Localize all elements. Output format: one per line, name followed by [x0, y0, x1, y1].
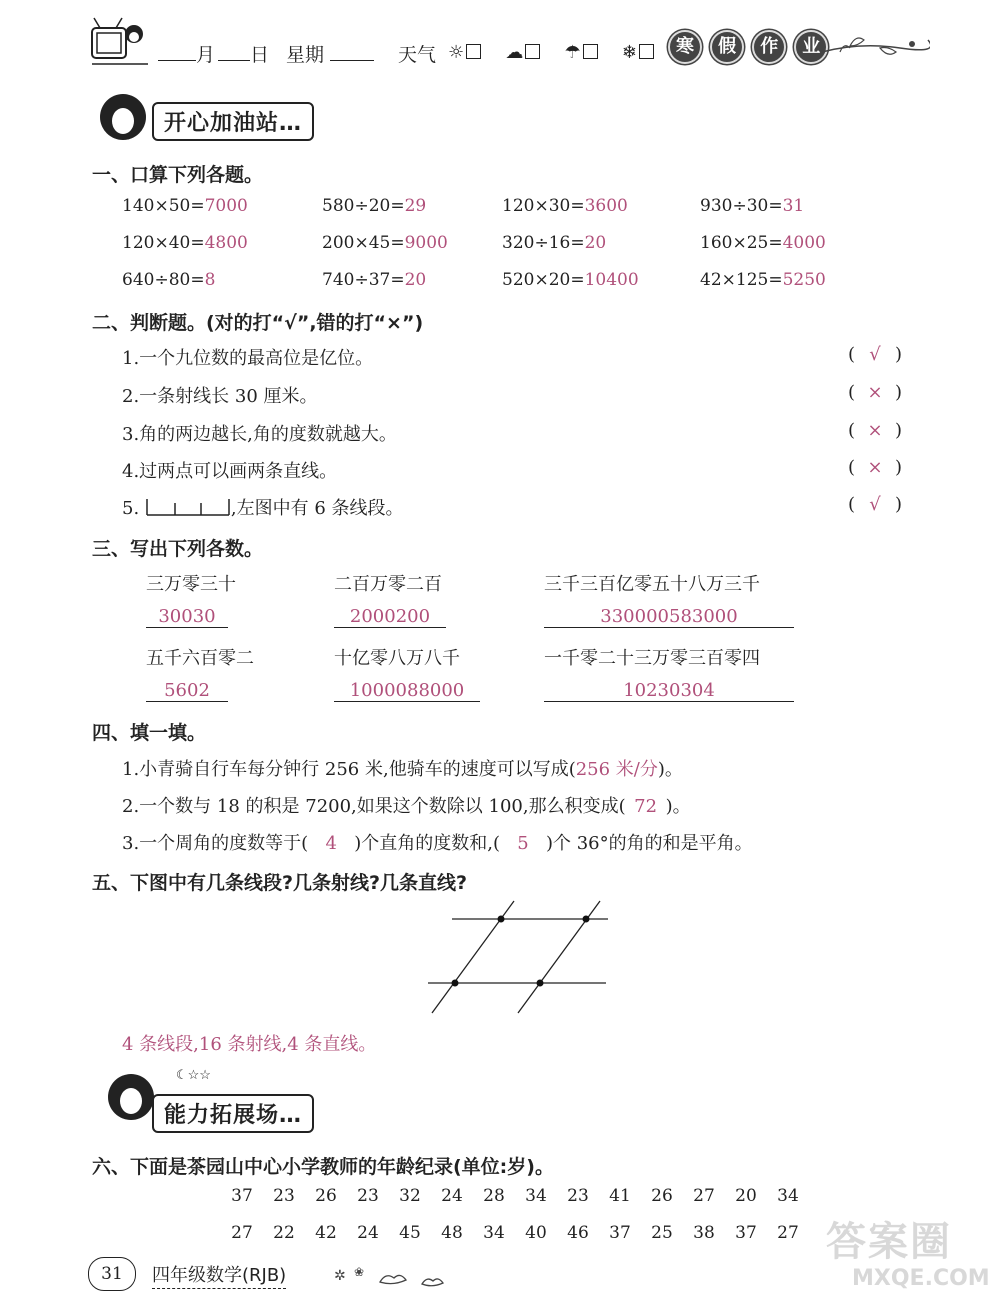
sunny-checkbox[interactable]	[466, 44, 481, 59]
age-value: 22	[273, 1223, 295, 1243]
age-value: 23	[357, 1186, 379, 1206]
section-3-title: 三、写出下列各数。	[92, 538, 264, 560]
problem-answer: 20	[404, 270, 427, 290]
number-words: 一千零二十三万零三百零四	[544, 648, 760, 669]
rainy-icon: ☂	[564, 42, 581, 63]
snowy-icon: ❄	[621, 42, 637, 63]
problem-answer: 29	[404, 196, 427, 216]
judge-item-text: 3.角的两边越长,角的度数就越大。	[122, 424, 397, 445]
age-value: 38	[693, 1223, 715, 1243]
weekday-blank[interactable]	[330, 60, 374, 61]
page-header	[0, 0, 1000, 80]
judge-item-text: 2.一条射线长 30 厘米。	[122, 386, 318, 407]
judge-answer[interactable]: ( × )	[848, 457, 903, 478]
fill-answer[interactable]: 4	[325, 833, 337, 854]
age-value: 34	[525, 1186, 547, 1206]
problem-answer: 3600	[584, 196, 628, 216]
problem-item: 120×30=3600	[502, 196, 628, 216]
judge-item-text: 5. ,左图中有 6 条线段。	[122, 498, 404, 519]
age-value: 20	[735, 1186, 757, 1206]
fill-answer[interactable]: 72	[634, 796, 658, 817]
day-label: 日	[250, 44, 270, 66]
fill-answer[interactable]: 5	[517, 833, 529, 854]
ages-row-1	[222, 1186, 822, 1210]
problem-answer: 9000	[404, 233, 448, 253]
answer-line	[544, 701, 794, 702]
problem-item: 120×40=4800	[122, 233, 248, 253]
logo-char: 作	[752, 30, 786, 64]
day-blank[interactable]	[218, 60, 250, 61]
weather-label: 天气	[398, 44, 437, 66]
problem-item: 520×20=10400	[502, 270, 639, 290]
number-words: 三千三百亿零五十八万三千	[544, 574, 760, 595]
age-value: 42	[315, 1223, 337, 1243]
fill-answer[interactable]: 256 米/分	[575, 759, 658, 780]
fill-question-2: 2.一个数与 18 的积是 7200,如果这个数除以 100,那么积变成( 72 )。	[122, 796, 691, 817]
answer-line	[334, 627, 446, 628]
number-answer[interactable]: 5602	[164, 680, 210, 701]
judge-answer[interactable]: ( × )	[848, 382, 903, 403]
number-words: 五千六百零二	[146, 648, 254, 669]
problem-item: 42×125=5250	[700, 270, 826, 290]
logo-char: 业	[794, 30, 828, 64]
problem-answer: 10400	[584, 270, 639, 290]
page-number-badge: 31	[88, 1257, 136, 1291]
judge-answer[interactable]: ( × )	[848, 420, 903, 441]
problem-answer: 4000	[782, 233, 826, 253]
number-words: 三万零三十	[146, 574, 236, 595]
intersection-point	[498, 916, 505, 923]
judge-answer[interactable]: ( √ )	[848, 344, 903, 365]
fill-question-3: 3.一个周角的度数等于( 4 )个直角的度数和,( 5 )个 36°的角的和是平角。	[122, 833, 753, 854]
age-value: 27	[231, 1223, 253, 1243]
problem-answer: 20	[584, 233, 607, 253]
weather-options	[448, 42, 654, 63]
logo-char: 寒	[668, 30, 702, 64]
tv-mascot-icon	[88, 14, 150, 68]
fill-question-1: 1.小青骑自行车每分钟行 256 米,他骑车的速度可以写成(256 米/分)。	[122, 759, 683, 780]
age-value: 24	[441, 1186, 463, 1206]
number-answer[interactable]: 330000583000	[600, 606, 738, 627]
number-answer[interactable]: 2000200	[349, 606, 431, 627]
line-figure	[420, 895, 620, 1020]
number-words: 二百万零二百	[334, 574, 442, 595]
judge-item-text: 1.一个九位数的最高位是亿位。	[122, 348, 374, 369]
section-6-title: 六、下面是茶园山中心小学教师的年龄纪录(单位:岁)。	[92, 1156, 554, 1178]
judge-item-text: 4.过两点可以画两条直线。	[122, 461, 338, 482]
problem-item: 580÷20=29	[322, 196, 427, 216]
age-value: 24	[357, 1223, 379, 1243]
cloudy-checkbox[interactable]	[525, 44, 540, 59]
age-value: 48	[441, 1223, 463, 1243]
problem-item: 140×50=7000	[122, 196, 248, 216]
age-value: 23	[567, 1186, 589, 1206]
age-value: 41	[609, 1186, 631, 1206]
problem-answer: 8	[204, 270, 216, 290]
age-value: 37	[609, 1223, 631, 1243]
branch-decoration-icon	[820, 22, 930, 68]
section-5-answer: 4 条线段,16 条射线,4 条直线。	[122, 1034, 377, 1055]
problem-answer: 4800	[204, 233, 248, 253]
age-value: 46	[567, 1223, 589, 1243]
svg-text:❀: ❀	[354, 1265, 365, 1279]
problem-answer: 31	[782, 196, 805, 216]
snowy-checkbox[interactable]	[639, 44, 654, 59]
age-value: 45	[399, 1223, 421, 1243]
age-value: 34	[483, 1223, 505, 1243]
ages-row-2	[222, 1223, 822, 1247]
age-value: 28	[483, 1186, 505, 1206]
age-value: 27	[777, 1223, 799, 1243]
section-5-title: 五、下图中有几条线段?几条射线?几条直线?	[92, 872, 468, 894]
judge-answer[interactable]: ( √ )	[848, 494, 903, 515]
month-blank[interactable]	[158, 60, 196, 61]
problem-item: 160×25=4000	[700, 233, 826, 253]
problem-answer: 7000	[204, 196, 248, 216]
problem-item: 740÷37=20	[322, 270, 427, 290]
problem-item: 640÷80=8	[122, 270, 216, 290]
answer-line	[334, 701, 480, 702]
answer-line	[146, 627, 228, 628]
watermark-site: MXQE.COM	[852, 1266, 990, 1291]
age-value: 27	[693, 1186, 715, 1206]
age-value: 34	[777, 1186, 799, 1206]
watermark-logo: 答案圈	[826, 1219, 952, 1265]
number-answer[interactable]: 10230304	[623, 680, 715, 701]
penguin-mascot-icon	[100, 94, 146, 140]
logo-char: 假	[710, 30, 744, 64]
intersection-point	[583, 916, 590, 923]
intersection-point	[452, 980, 459, 987]
weekday-label: 星期	[286, 44, 325, 66]
moon-star-icon: ☾☆☆	[176, 1068, 211, 1083]
cloudy-icon: ☁	[505, 42, 524, 63]
age-value: 37	[231, 1186, 253, 1206]
footer-decoration-icon	[330, 1262, 460, 1292]
problem-item: 320÷16=20	[502, 233, 607, 253]
number-answer[interactable]: 30030	[158, 606, 216, 627]
sunny-icon: ☼	[448, 42, 465, 63]
section-4-title: 四、填一填。	[92, 722, 207, 744]
rainy-checkbox[interactable]	[583, 44, 598, 59]
age-value: 26	[315, 1186, 337, 1206]
age-value: 25	[651, 1223, 673, 1243]
problem-item: 200×45=9000	[322, 233, 448, 253]
section-1-title: 一、口算下列各题。	[92, 164, 264, 186]
answer-line	[544, 627, 794, 628]
section-banner-extension: 能力拓展场…	[152, 1094, 314, 1133]
age-value: 32	[399, 1186, 421, 1206]
penguin-mascot-icon	[108, 1074, 154, 1120]
section-banner-warmup: 开心加油站…	[152, 102, 314, 141]
winter-homework-logo	[668, 30, 831, 64]
age-value: 23	[273, 1186, 295, 1206]
age-value: 40	[525, 1223, 547, 1243]
book-label: 四年级数学(RJB)	[152, 1261, 286, 1289]
number-words: 十亿零八万八千	[334, 648, 460, 669]
number-answer[interactable]: 1000088000	[349, 680, 465, 701]
section-2-title: 二、判断题。(对的打“√”,错的打“×”)	[92, 312, 424, 334]
problem-item: 930÷30=31	[700, 196, 805, 216]
intersection-point	[537, 980, 544, 987]
segment-figure-icon	[145, 497, 231, 517]
answer-line	[146, 701, 228, 702]
problem-answer: 5250	[782, 270, 826, 290]
age-value: 26	[651, 1186, 673, 1206]
age-value: 37	[735, 1223, 757, 1243]
month-label: 月	[196, 44, 216, 66]
svg-text:✲: ✲	[334, 1268, 346, 1284]
